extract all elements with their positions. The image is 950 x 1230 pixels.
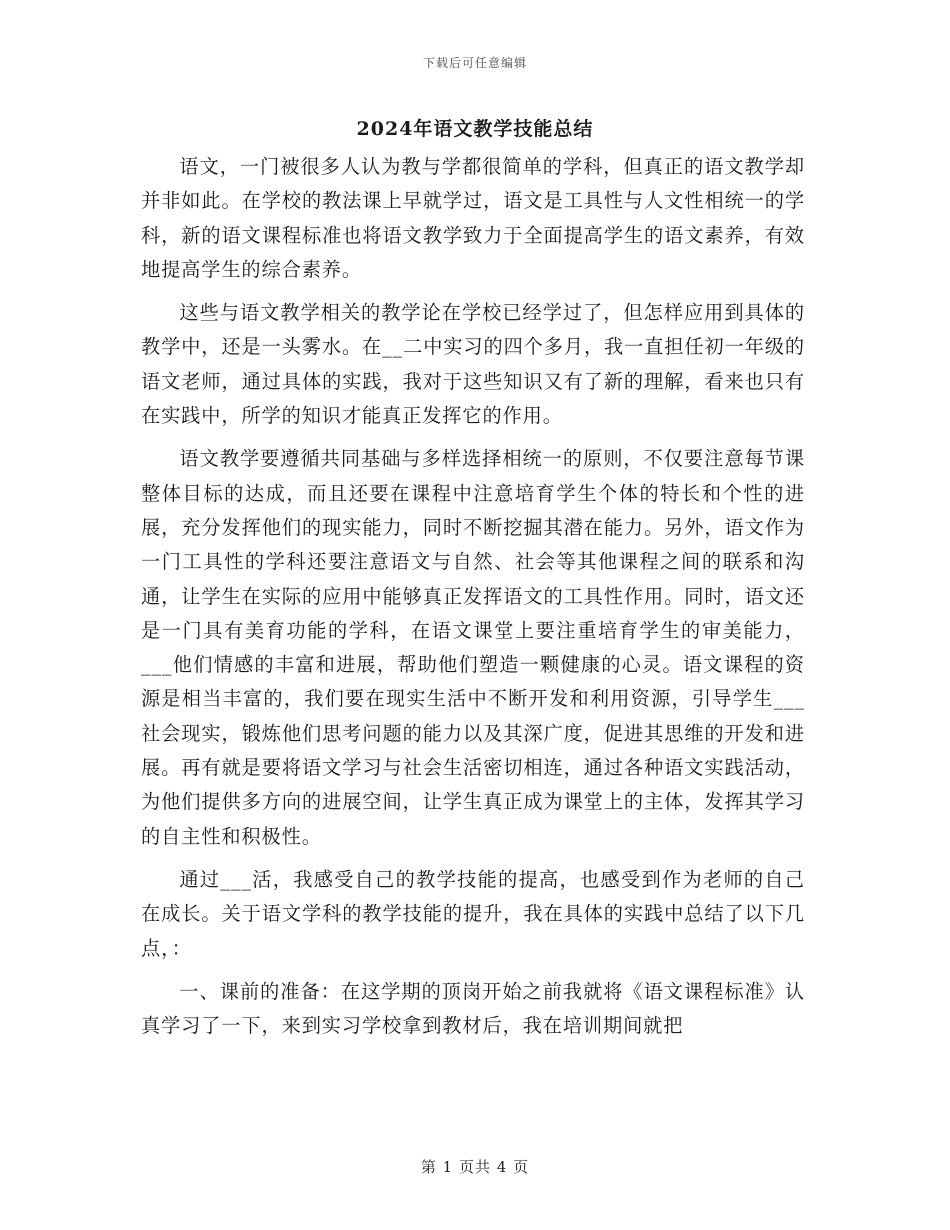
paragraph-1: 语文，一门被很多人认为教与学都很简单的学科，但真正的语文教学却并非如此。在学校的教法课上早就学过，语文是工具性与人文性相统一的学科，新的语文课程标准也将语文教学致力于全面提高学生的语文素养，有效地提高学生的综合素养。 (141, 155, 805, 281)
paragraph-2: 这些与语文教学相关的教学论在学校已经学过了，但怎样应用到具体的教学中，还是一头雾水。在__二中实习的四个多月，我一直担任初一年级的语文老师，通过具体的实践，我对于这些知识又有了新的理解，看来也只有在实践中，所学的知识才能真正发挥它的作用。 (141, 301, 805, 428)
document-title: 2024年语文教学技能总结 (356, 118, 594, 140)
paragraph-5: 一、课前的准备：在这学期的顶岗开始之前我就将《语文课程标准》认真学习了一下，来到实习学校拿到教材后，我在培训期间就把 (141, 979, 805, 1038)
paragraph-3: 语文教学要遵循共同基础与多样选择相统一的原则，不仅要注意每节课整体目标的达成，而且还要在课程中注意培育学生个体的特长和个性的进展，充分发挥他们的现实能力，同时不断挖掘其潜在能力。另外，语文作为一门工具性的学科还要注意语文与自然、社会等其他课程之间的联系和沟通，让学生在实际的应用中能够真正发挥语文的工具性作用。同时，语文还是一门具有美育功能的学科，在语文课堂上要注重培育学生的审美能力，___他们情感的丰富和进展，帮助他们塑造一颗健康的心灵。语文课程的资源是相当丰富的，我们要在现实生活中不断开发和利用资源，引导学生___社会现实，锻炼他们思考问题的能力以及其深广度，促进其思维的开发和进展。再有就是要将语文学习与社会生活密切相连，通过各种语文实践活动，为他们提供多方向的进展空间，让学生真正成为课堂上的主体，发挥其学习的自主性和积极性。 (141, 447, 805, 848)
header-note: 下载后可任意编辑 (422, 56, 527, 70)
page-number: 第 1 页共 4 页 (420, 1158, 530, 1176)
document-body (141, 150, 805, 1052)
paragraph-4: 通过___活，我感受自己的教学技能的提高，也感受到作为老师的自己在成长。关于语文学科的教学技能的提升，我在具体的实践中总结了以下几点，： (141, 867, 805, 960)
